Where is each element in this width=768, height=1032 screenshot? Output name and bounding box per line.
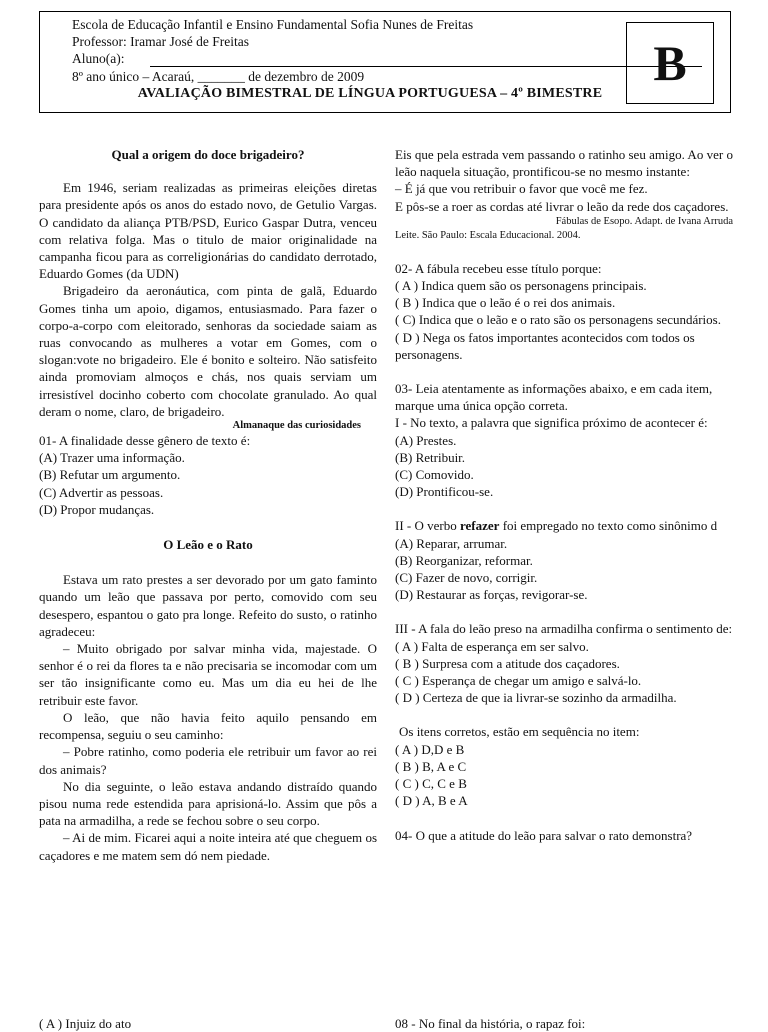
q02-stem: 02- A fábula recebeu esse título porque: bbox=[395, 260, 602, 276]
q03-answer-option[interactable]: ( A ) D,D e B bbox=[395, 741, 465, 757]
q03-item2-option[interactable]: (D) Restaurar as forças, revigorar-se. bbox=[395, 587, 588, 603]
q03-answer-stem: Os itens corretos, estão em sequência no item: bbox=[399, 724, 640, 740]
q01-option[interactable]: (C) Advertir as pessoas. bbox=[39, 484, 164, 500]
student-name-line[interactable] bbox=[150, 66, 702, 67]
q01-stem: 01- A finalidade desse gênero de texto é: bbox=[39, 433, 251, 449]
q03-answer-option[interactable]: ( C ) C, C e B bbox=[395, 776, 467, 792]
text2-paragraph: – É já que vou retribuir o favor que você me fez. bbox=[395, 181, 648, 197]
q02-option[interactable]: ( D ) Nega os fatos importantes acontecidos com todos os personagens. bbox=[395, 329, 695, 362]
q03-item2-option[interactable]: (A) Reparar, arrumar. bbox=[395, 535, 508, 551]
q02-option[interactable]: ( A ) Indica quem são os personagens principais. bbox=[395, 278, 647, 294]
q01-option[interactable]: (B) Refutar um argumento. bbox=[39, 467, 181, 483]
teacher-name: Professor: Iramar José de Freitas bbox=[72, 34, 249, 49]
text2-paragraph: – Pobre ratinho, como poderia ele retribuir um favor ao rei dos animais? bbox=[39, 744, 377, 777]
text2-paragraph: – Ai de mim. Ficarei aqui a noite inteira até que cheguem os caçadores e me matem sem dó nem piedade. bbox=[39, 830, 377, 863]
exam-title: AVALIAÇÃO BIMESTRAL DE LÍNGUA PORTUGUESA – 4º BIMESTRE bbox=[137, 86, 603, 101]
left-column bbox=[39, 140, 377, 864]
class-date: 8º ano único – Acaraú, _______ de dezembro de 2009 bbox=[72, 69, 365, 84]
text1-paragraph: Em 1946, seriam realizadas as primeiras eleições diretas para presidente após os anos do estado novo, de Getulio Vargas. O candidato da aliança PTB/PSD, Eurico Gaspar Dutra, venceu com relativa folga. Mas o titulo de maior originalidade na campanha ficou para as correligionárias do candidato derrotado, Eduardo Gomes (da UDN) bbox=[39, 180, 377, 282]
footer-right-cutoff: 08 - No final da história, o rapaz foi: bbox=[395, 1016, 586, 1031]
q03-item1-stem: I - No texto, a palavra que significa próximo de acontecer é: bbox=[395, 415, 708, 431]
text2-paragraph: Eis que pela estrada vem passando o ratinho seu amigo. Ao ver o leão naquela situação, prontificou-se no mesmo instante: bbox=[395, 147, 733, 180]
text2-paragraph: – Muito obrigado por salvar minha vida, majestade. O senhor é o rei da flores ta e não precisaria se incomodar com um ser tão insignificante como eu. Mas um dia eu hei de lhe retribuir este favor. bbox=[39, 641, 377, 708]
q03-item3-option[interactable]: ( C ) Esperança de chegar um amigo e salvá-lo. bbox=[395, 673, 642, 689]
header-box bbox=[39, 11, 731, 113]
text2-title: O Leão e o Rato bbox=[163, 537, 253, 553]
q02-option[interactable]: ( C) Indica que o leão e o rato são os personagens secundários. bbox=[395, 312, 721, 328]
student-label: Aluno(a): bbox=[72, 51, 125, 66]
q02-option[interactable]: ( B ) Indica que o leão é o rei dos animais. bbox=[395, 295, 616, 311]
q03-item2-stem: II - O verbo refazer foi empregado no texto como sinônimo d bbox=[395, 518, 718, 534]
text2-paragraph: E pôs-se a roer as cordas até livrar o leão da rede dos caçadores. bbox=[395, 198, 729, 214]
q03-item2-option[interactable]: (C) Fazer de novo, corrigir. bbox=[395, 570, 538, 586]
text1-source: Almanaque das curiosidades bbox=[232, 420, 361, 432]
q03-item3-option[interactable]: ( D ) Certeza de que ia livrar-se sozinho da armadilha. bbox=[395, 690, 677, 706]
q03-item2-keyword: refazer bbox=[459, 518, 500, 534]
q03-item1-option[interactable]: (C) Comovido. bbox=[395, 467, 474, 483]
text2-paragraph: No dia seguinte, o leão estava andando distraído quando pisou numa rede estendida para aprisioná-lo. Assim que pôs a pata na armadilha, a rede se fechou sobre o seu corpo. bbox=[39, 778, 377, 829]
q03-item1-option[interactable]: (D) Prontificou-se. bbox=[395, 484, 494, 500]
text1-paragraph: Brigadeiro da aeronáutica, com pinta de galã, Eduardo Gomes tinha um apoio, digamos, entusiasmado. Para fazer o corpo-a-corpo com eleitorado, senhoras da sociedade saiam as ruas convocando as mulheres a votar em Gomes, com o slogan:vote no brigadeiro. Ele é bonito e solteiro. Não satisfeito ainda promoviam almoços e chás, nos quais serviam um irresistível docinho coberto com chocolate granulado. Ao qual deram o nome, claro, de brigadeiro. bbox=[39, 283, 377, 419]
q03-stem: 03- Leia atentamente as informações abaixo, e em cada item, marque uma única opção correta. bbox=[395, 381, 713, 414]
text1-title: Qual a origem do doce brigadeiro? bbox=[111, 147, 305, 162]
q03-item3-stem: III - A fala do leão preso na armadilha confirma o sentimento de: bbox=[395, 621, 733, 637]
right-column bbox=[395, 140, 733, 844]
school-name: Escola de Educação Infantil e Ensino Fundamental Sofia Nunes de Freitas bbox=[72, 17, 474, 32]
q03-answer-option[interactable]: ( D ) A, B e A bbox=[395, 793, 468, 809]
footer-left-cutoff: ( A ) Injuiz do ato bbox=[39, 1016, 132, 1031]
q03-answer-option[interactable]: ( B ) B, A e C bbox=[395, 758, 467, 774]
q04-stem: 04- O que a atitude do leão para salvar o rato demonstra? bbox=[395, 827, 693, 843]
exam-version-badge: B bbox=[626, 22, 714, 104]
text2-source: Leite. São Paulo: Escala Educacional. 2004. bbox=[395, 229, 581, 241]
text2-paragraph: O leão, que não havia feito aquilo pensando em recompensa, seguiu o seu caminho: bbox=[39, 709, 377, 743]
q03-item3-option[interactable]: ( A ) Falta de esperança em ser salvo. bbox=[395, 638, 589, 654]
q03-item3-option[interactable]: ( B ) Surpresa com a atitude dos caçadores. bbox=[395, 655, 620, 671]
q01-option[interactable]: (A) Trazer uma informação. bbox=[39, 450, 185, 466]
q03-item1-option[interactable]: (A) Prestes. bbox=[395, 432, 457, 448]
text2-source: Fábulas de Esopo. Adapt. de Ivana Arruda bbox=[555, 215, 733, 227]
q03-item1-option[interactable]: (B) Retribuir. bbox=[395, 449, 466, 465]
text2-paragraph: Estava um rato prestes a ser devorado por um gato faminto quando um leão que passava por perto, comovido com seu desespero, espantou o gato pra longe. Refeito do susto, o ratinho agradeceu: bbox=[39, 572, 377, 639]
q03-item2-option[interactable]: (B) Reorganizar, reformar. bbox=[395, 552, 533, 568]
q01-option[interactable]: (D) Propor mudanças. bbox=[39, 501, 155, 517]
